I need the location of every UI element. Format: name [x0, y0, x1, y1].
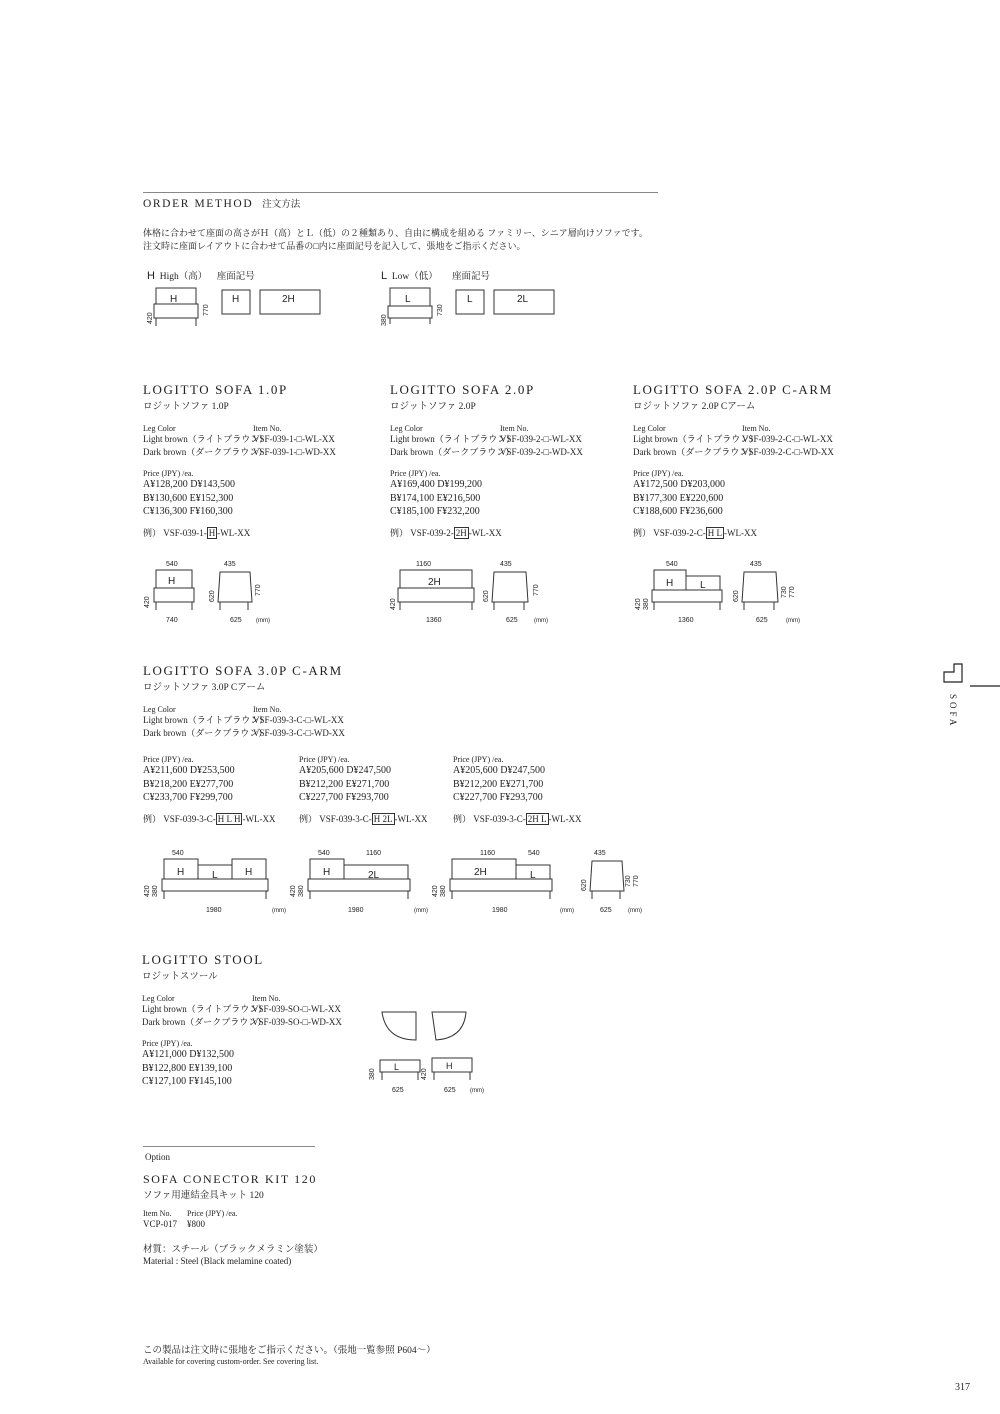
- high-seat-height: 420: [147, 312, 154, 324]
- text-span: Light brown（ライトブラウン）: [633, 434, 759, 444]
- text-span: -WL-XX: [724, 527, 758, 538]
- text-span: VSF-039-3-C-: [163, 813, 216, 824]
- sofa-1p-block: [143, 382, 336, 540]
- low-chair-seat: [388, 306, 432, 318]
- dimension-label: L: [394, 1062, 400, 1072]
- high-code-2h: 2H: [282, 294, 295, 305]
- text-span: [143, 705, 345, 714]
- dimension-label: 540: [318, 850, 330, 857]
- dimension-label: 770: [533, 584, 540, 596]
- dimension-label: 435: [750, 561, 762, 568]
- text-span: [633, 424, 834, 433]
- text-span: [143, 714, 345, 727]
- text-span: Leg Color: [143, 705, 176, 714]
- text-span: H: [147, 270, 155, 282]
- stool-title: LOGITTO STOOL: [142, 952, 264, 967]
- dimension-label: 1980: [492, 907, 508, 914]
- order-method-title: [143, 196, 300, 210]
- option-price: ¥800: [187, 1219, 205, 1229]
- text-span: Leg Color: [142, 994, 175, 1003]
- text-span: A¥205,600: [299, 765, 344, 776]
- dimension-label: (mm): [256, 618, 270, 624]
- text-span: Item No.: [742, 424, 771, 433]
- text-span: [453, 764, 582, 778]
- text-span: [143, 446, 336, 459]
- text-span: [299, 791, 428, 805]
- dimension-label: 620: [483, 590, 490, 602]
- low-total-height: 730: [437, 304, 444, 316]
- dimension-label: 2L: [368, 870, 380, 881]
- sofa-2p-title-jp: ロジットソファ 2.0P: [390, 402, 476, 412]
- sofa-1p-item-dark: VSF-039-1-□-WD-XX: [253, 447, 336, 457]
- stool-item-light: VSF-039-SO-□-WL-XX: [252, 1004, 341, 1014]
- text-span: 例）: [453, 813, 472, 824]
- diagram-shape: [652, 590, 722, 602]
- dimension-label: 625: [230, 617, 242, 624]
- text-span: [633, 446, 834, 459]
- side-tab-label: SOFA: [948, 694, 958, 729]
- low-chair-label: L: [405, 294, 411, 305]
- diagram-shape: [398, 588, 474, 602]
- text-span: [453, 791, 582, 805]
- order-method-line1: 体格に合わせて座面の高さがＨ（高）とＬ（低）の２種類あり、自由に構成を組める ファミリー、シニア層向けソファです。: [143, 228, 648, 238]
- text-span: [390, 424, 583, 433]
- dimension-label: H: [245, 867, 253, 878]
- text-span: E¥271,700: [345, 778, 390, 790]
- text-span: 注文方法: [262, 200, 301, 210]
- price-header: Price (JPY) /ea.: [143, 469, 194, 478]
- text-span: C¥185,100: [390, 506, 435, 517]
- diagram-shape: [308, 879, 410, 891]
- option-block: [143, 1172, 323, 1268]
- dimension-label: H: [177, 867, 185, 878]
- text-span: E¥271,700: [499, 778, 544, 790]
- page-number: 317: [955, 1382, 970, 1393]
- text-span: F¥293,700: [499, 792, 543, 803]
- dimension-label: H: [168, 576, 176, 587]
- text-span: B¥218,200: [143, 778, 188, 790]
- sofa-2p-carm-title-jp: ロジットソファ 2.0P Cアーム: [633, 402, 756, 412]
- text-span: H L H: [217, 813, 241, 824]
- diagram-shape: [154, 588, 194, 602]
- sofa-3p-prices-c: [453, 755, 582, 826]
- text-span: 2H: [455, 527, 467, 538]
- text-span: Price (JPY) /ea.: [187, 1209, 238, 1218]
- order-method-line2: 注文時に座面レイアウトに合わせて品番の□内に座面記号を記入して、張地をご指示ください。: [143, 241, 526, 251]
- text-span: C¥227,700: [299, 792, 344, 803]
- text-span: E¥216,500: [436, 492, 481, 504]
- text-span: -WL-XX: [548, 813, 582, 824]
- dimension-label: H: [323, 867, 331, 878]
- text-span: Price (JPY) /ea.: [142, 1039, 193, 1048]
- dimension-label: 1360: [678, 617, 694, 624]
- text-span: B¥130,600: [143, 492, 188, 504]
- option-title: SOFA CONECTOR KIT 120: [143, 1172, 317, 1186]
- text-span: B¥177,300: [633, 492, 678, 504]
- text-span: Dark brown（ダークブラウン）: [142, 1017, 267, 1027]
- dimension-label: H: [666, 578, 674, 589]
- sofa-2p-carm-block: [633, 382, 834, 540]
- text-span: [390, 446, 583, 459]
- text-span: L: [381, 270, 388, 282]
- stool-diagram: [366, 1008, 496, 1098]
- stool-title-jp: ロジットスツール: [142, 972, 218, 982]
- text-span: D¥203,000: [680, 479, 725, 490]
- text-span: C¥233,700: [143, 792, 188, 803]
- text-span: F¥293,700: [345, 792, 389, 803]
- text-span: A¥169,400: [390, 479, 435, 490]
- footer-note-en: Available for covering custom-order. See covering list.: [143, 1357, 319, 1366]
- low-seat-diagram: [374, 284, 564, 334]
- text-span: Light brown（ライトブラウン）: [142, 1004, 268, 1014]
- text-span: D¥199,200: [437, 479, 482, 490]
- option-material-jp: 材質：スチール（ブラックメラミン塗装）: [143, 1245, 323, 1255]
- text-span: D¥132,500: [189, 1049, 234, 1060]
- text-span: A¥121,000: [142, 1049, 187, 1060]
- dimension-label: 620: [581, 879, 588, 891]
- high-chair-label: H: [170, 294, 178, 305]
- text-span: High（高）: [159, 272, 208, 282]
- option-title-jp: ソファ用連結金具キット 120: [143, 1191, 264, 1201]
- dimension-label: 380: [440, 885, 447, 897]
- sofa-2p-carm-example: [633, 527, 834, 540]
- text-span: [143, 424, 336, 433]
- sofa-2p-item-light: VSF-039-2-□-WL-XX: [500, 434, 582, 444]
- dimension-label: 770: [633, 875, 640, 887]
- text-span: C¥127,100: [142, 1076, 187, 1087]
- dimension-label: (mm): [470, 1088, 484, 1094]
- text-span: Leg Color: [390, 424, 423, 433]
- dimension-label: 420: [144, 596, 151, 608]
- text-span: [143, 1218, 323, 1231]
- dimension-label: 740: [166, 617, 178, 624]
- text-span: Light brown（ライトブラウン）: [390, 434, 516, 444]
- dimension-label: 2H: [428, 577, 441, 588]
- light-brown-label: Light brown（ライトブラウン）: [143, 434, 269, 444]
- dimension-label: 540: [172, 850, 184, 857]
- text-span: 座面記号: [452, 272, 491, 282]
- dimension-label: (mm): [628, 908, 642, 914]
- dimension-label: 420: [144, 885, 151, 897]
- text-span: Item No.: [143, 1209, 172, 1218]
- option-label: Option: [145, 1152, 171, 1162]
- sofa-2p-item-dark: VSF-039-2-□-WD-XX: [500, 447, 583, 457]
- text-span: 例）: [143, 527, 162, 538]
- text-span: 例）: [390, 527, 409, 538]
- text-span: [143, 1209, 323, 1218]
- text-span: [142, 994, 342, 1003]
- dimension-label: 1160: [416, 561, 432, 568]
- text-span: [390, 433, 583, 446]
- text-span: 2H L: [527, 813, 547, 824]
- text-span: [299, 764, 428, 778]
- dimension-label: 625: [506, 617, 518, 624]
- leg-color-header: Leg Color: [143, 424, 176, 433]
- sofa-3p-carm-block: [143, 663, 345, 740]
- text-span: [143, 813, 275, 826]
- text-span: F¥232,200: [436, 506, 480, 517]
- text-span: [142, 1062, 342, 1076]
- text-span: VSF-039-2-: [410, 527, 454, 538]
- text-span: 例）: [299, 813, 318, 824]
- text-span: Dark brown（ダークブラウン）: [390, 447, 515, 457]
- text-span: [299, 778, 428, 792]
- high-heading: [147, 268, 255, 282]
- dimension-label: L: [700, 580, 706, 591]
- text-span: VSF-039-3-C-: [319, 813, 372, 824]
- diagram-shape: [382, 1012, 416, 1040]
- stool-block: [142, 952, 342, 1089]
- dimension-label: (mm): [414, 908, 428, 914]
- text-span: [142, 1016, 342, 1029]
- low-heading: [381, 268, 490, 282]
- text-span: B¥212,200: [453, 778, 498, 790]
- text-span: Price (JPY) /ea.: [633, 469, 684, 478]
- text-span: [453, 813, 582, 826]
- diagram-shape: [380, 1060, 420, 1072]
- text-span: Price (JPY) /ea.: [453, 755, 504, 764]
- text-span: A¥128,200: [143, 479, 188, 490]
- text-span: [142, 1048, 342, 1062]
- stool-item-dark: VSF-039-SO-□-WD-XX: [252, 1017, 342, 1027]
- sofa-3p-carm-item-dark: VSF-039-3-C-□-WD-XX: [253, 728, 345, 738]
- text-span: [390, 492, 583, 506]
- dimension-label: (mm): [534, 618, 548, 624]
- text-span: B¥212,200: [299, 778, 344, 790]
- dimension-label: (mm): [272, 908, 286, 914]
- dimension-label: 435: [500, 561, 512, 568]
- sofa-3p-prices-a: [143, 755, 275, 826]
- dimension-label: L: [212, 870, 218, 881]
- sofa-2p-diagram: [388, 558, 558, 626]
- dimension-label: 1160: [366, 850, 382, 857]
- text-span: 例）: [633, 527, 652, 538]
- text-span: [143, 778, 275, 792]
- dimension-label: 625: [756, 617, 768, 624]
- dimension-label: 730: [625, 875, 632, 887]
- text-span: [143, 727, 345, 740]
- dimension-label: H: [446, 1061, 453, 1071]
- dimension-label: 1360: [426, 617, 442, 624]
- text-span: [143, 492, 336, 506]
- high-chair-seat: [154, 304, 198, 318]
- sofa-icon: [938, 660, 1000, 690]
- sofa-2p-block: [390, 382, 583, 540]
- text-span: D¥247,500: [346, 765, 391, 776]
- sofa-2p-carm-item-dark: VSF-039-2-C-□-WD-XX: [742, 447, 834, 457]
- dimension-label: 620: [209, 590, 216, 602]
- sofa-2p-title: LOGITTO SOFA 2.0P: [390, 382, 535, 397]
- dimension-label: 380: [152, 885, 159, 897]
- dimension-label: 620: [733, 590, 740, 602]
- text-span: E¥220,600: [679, 492, 724, 504]
- dimension-label: 540: [666, 561, 678, 568]
- option-material-en: Material : Steel (Black melamine coated): [143, 1256, 292, 1266]
- text-span: [143, 433, 336, 446]
- text-span: -WL-XX: [468, 527, 502, 538]
- text-span: [633, 492, 834, 506]
- dimension-label: 625: [392, 1087, 404, 1094]
- high-total-height: 770: [203, 304, 210, 316]
- text-span: 例）: [143, 813, 162, 824]
- text-span: Price (JPY) /ea.: [390, 469, 441, 478]
- text-span: [143, 764, 275, 778]
- text-span: [390, 505, 583, 519]
- text-span: H: [208, 527, 216, 538]
- text-span: [453, 778, 582, 792]
- sofa-3p-prices-b: [299, 755, 428, 826]
- sofa-2p-carm-title: LOGITTO SOFA 2.0P C-ARM: [633, 382, 833, 397]
- dimension-label: 770: [789, 586, 796, 598]
- high-code-h: H: [232, 294, 240, 305]
- diagram-shape: [944, 664, 962, 682]
- text-span: H L: [707, 527, 723, 538]
- dimension-label: 1980: [206, 907, 222, 914]
- option-rule: [143, 1146, 315, 1147]
- text-span: [143, 478, 336, 492]
- text-span: -WL-XX: [217, 527, 251, 538]
- text-span: [143, 505, 336, 519]
- dimension-label: 625: [600, 907, 612, 914]
- diagram-shape: [450, 879, 552, 891]
- dimension-label: (mm): [560, 908, 574, 914]
- dimension-label: 540: [166, 561, 178, 568]
- text-span: Leg Color: [633, 424, 666, 433]
- text-span: [633, 505, 834, 519]
- item-no-header: Item No.: [253, 424, 282, 433]
- text-span: VSF-039-3-C-: [473, 813, 526, 824]
- text-span: D¥143,500: [190, 479, 235, 490]
- sofa-1p-title: LOGITTO SOFA 1.0P: [143, 382, 288, 397]
- dimension-label: 420: [290, 885, 297, 897]
- dimension-label: 1160: [480, 850, 496, 857]
- text-span: E¥152,300: [189, 492, 234, 504]
- low-seat-height: 380: [381, 314, 388, 326]
- sofa-2p-example: [390, 527, 583, 540]
- text-span: ORDER METHOD: [143, 198, 254, 210]
- diagram-shape: [432, 1012, 466, 1040]
- text-span: [142, 1075, 342, 1089]
- dimension-label: 435: [594, 850, 606, 857]
- text-span: B¥174,100: [390, 492, 435, 504]
- high-seat-diagram: [140, 284, 330, 334]
- dimension-label: 540: [528, 850, 540, 857]
- text-span: E¥139,100: [188, 1062, 233, 1074]
- text-span: [299, 813, 428, 826]
- dimension-label: 380: [369, 1068, 376, 1080]
- dimension-label: 1980: [348, 907, 364, 914]
- text-span: C¥136,300: [143, 506, 188, 517]
- text-span: [143, 791, 275, 805]
- text-span: Price (JPY) /ea.: [299, 755, 350, 764]
- text-span: [142, 1003, 342, 1016]
- text-span: [633, 478, 834, 492]
- sofa-3p-carm-item-light: VSF-039-3-C-□-WL-XX: [253, 715, 344, 725]
- text-span: [633, 433, 834, 446]
- sofa-1p-title-jp: ロジットソファ 1.0P: [143, 402, 229, 412]
- dimension-label: 380: [298, 885, 305, 897]
- text-span: Low（低）: [391, 272, 438, 282]
- text-span: A¥211,600: [143, 765, 188, 776]
- dimension-label: 435: [224, 561, 236, 568]
- sofa-3p-carm-title: LOGITTO SOFA 3.0P C-ARM: [143, 663, 343, 678]
- dark-brown-label: Dark brown（ダークブラウン）: [143, 447, 268, 457]
- sofa-2p-carm-item-light: VSF-039-2-C-□-WL-XX: [742, 434, 833, 444]
- dimension-label: 420: [432, 885, 439, 897]
- text-span: -WL-XX: [394, 813, 428, 824]
- dimension-label: 420: [421, 1068, 428, 1080]
- text-span: A¥205,600: [453, 765, 498, 776]
- text-span: H 2L: [373, 813, 393, 824]
- sofa-1p-diagram: [140, 558, 290, 626]
- text-span: VSF-039-2-C-: [653, 527, 706, 538]
- text-span: Light brown（ライトブラウン）: [143, 715, 269, 725]
- sofa-3p-diagrams: [140, 845, 650, 917]
- low-code-l: L: [467, 294, 473, 305]
- sofa-1p-example: [143, 527, 336, 540]
- dimension-label: 420: [390, 598, 397, 610]
- text-span: E¥277,700: [189, 778, 234, 790]
- dimension-label: 730: [781, 586, 788, 598]
- text-span: C¥188,600: [633, 506, 678, 517]
- diagram-shape: [590, 861, 624, 891]
- text-span: B¥122,800: [142, 1062, 187, 1074]
- text-span: Item No.: [252, 994, 281, 1003]
- text-span: Dark brown（ダークブラウン）: [143, 728, 268, 738]
- sofa-2p-carm-diagram: [630, 558, 810, 626]
- text-span: 座面記号: [216, 272, 255, 282]
- dimension-label: 2H: [474, 867, 487, 878]
- low-code-2l: 2L: [517, 294, 529, 305]
- text-span: F¥236,600: [679, 506, 723, 517]
- footer-note-jp: この製品は注文時に張地をご指示ください。（張地一覧参照 P604～）: [143, 1346, 436, 1356]
- option-item-no: VCP-017: [143, 1219, 178, 1229]
- text-span: Item No.: [500, 424, 529, 433]
- text-span: D¥247,500: [500, 765, 545, 776]
- sofa-1p-item-light: VSF-039-1-□-WL-XX: [253, 434, 335, 444]
- order-method-rule: [143, 192, 658, 193]
- text-span: [390, 478, 583, 492]
- dimension-label: 770: [255, 584, 262, 596]
- dimension-label: (mm): [786, 618, 800, 624]
- diagram-shape: [218, 572, 252, 602]
- dimension-label: L: [530, 870, 536, 881]
- sofa-3p-carm-title-jp: ロジットソファ 3.0P Cアーム: [143, 683, 266, 693]
- text-span: VSF-039-1-: [163, 527, 207, 538]
- dimension-label: 380: [643, 598, 650, 610]
- text-span: Item No.: [253, 705, 282, 714]
- text-span: F¥145,100: [188, 1076, 232, 1087]
- text-span: Dark brown（ダークブラウン）: [633, 447, 758, 457]
- text-span: C¥227,700: [453, 792, 498, 803]
- dimension-label: 625: [444, 1087, 456, 1094]
- diagram-shape: [492, 572, 528, 602]
- text-span: D¥253,500: [189, 765, 235, 776]
- text-span: Price (JPY) /ea.: [143, 755, 194, 764]
- text-span: F¥299,700: [189, 792, 233, 803]
- dimension-label: 420: [635, 598, 642, 610]
- diagram-shape: [742, 572, 778, 602]
- text-span: F¥160,300: [189, 506, 233, 517]
- text-span: A¥172,500: [633, 479, 678, 490]
- text-span: -WL-XX: [242, 813, 276, 824]
